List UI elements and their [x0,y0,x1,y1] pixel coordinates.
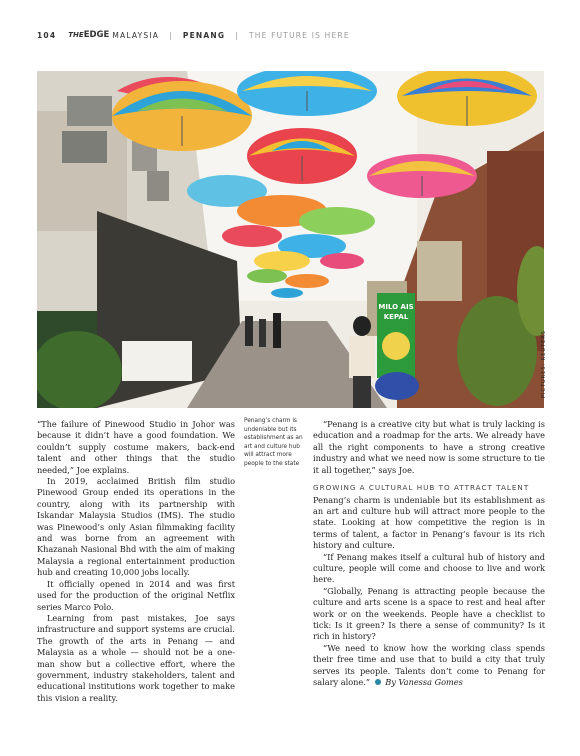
logo-edge: EDGE [83,30,110,40]
paragraph: Penang’s charm is undeniable but its establishment as an art and culture hub will attract more people to the state. Looking at how competitive the region is in terms of talent, a factor in Penang’s favour is its rich history and culture. [313,494,545,551]
logo-country: MALAYSIA [112,30,160,40]
paragraph: “The failure of Pinewood Studio in Johor was because it didn’t have a good foundation. We couldn’t supply costume makers, back-end talent and other things that the studio needed,” Joe explains. [37,419,235,475]
closing-quote: “We need to know how the working class spends their free time and use that to build a city that truly serves its people. Talents don’t come to Penang for salary alone.” [313,642,545,688]
section-tagline: THE FUTURE IS HERE [248,30,350,40]
umbrella-street-photo [37,71,544,408]
end-mark-icon [375,679,381,685]
byline: By Vanessa Gomes [385,677,463,688]
paragraph [313,643,545,689]
article-column-2 [313,419,545,688]
photo-credit: PICTURES: REUTERS [541,330,547,398]
paragraph: “Globally, Penang is attracting people because the culture and arts scene is a space to rest and heal after work or on the weekends. People have a checklist to tick: Is it green? Is there a sense of community? Is it rich in history? [313,585,545,642]
section-name: PENANG [182,30,226,40]
paragraph: Learning from past mistakes, Joe says infrastructure and support systems are crucial. The growth of the arts in Penang — and Malaysia as a whole — should not be a one-man show but a collective effort, where the government, industry stakeholders, talent and educational institutions work together to make this vision a reality. [37,612,235,703]
page-header [37,29,350,41]
section-subhead: GROWING A CULTURAL HUB TO ATTRACT TALENT [313,483,530,493]
header-separator: | [235,30,239,40]
paragraph: In 2019, acclaimed British film studio Pinewood Group ended its operations in the country, along with its partnership with Iskandar Malaysia Studios (IMS). The studio was Pinewood’s only Asian filmmaking facility and was borne from an agreement with Khazanah Nasional Bhd with the aim of making Malaysia a regional entertainment production hub and creating 10,000 jobs locally. [37,476,235,578]
paragraph: “Penang is a creative city but what is truly lacking is education and a roadmap for the arts. We already have all the right components to have a strong creative industry and what we need now is some structure to tie it all together,” says Joe. [313,419,545,475]
sign-line-1: MILO AIS [378,303,414,311]
paragraph: “If Penang makes itself a cultural hub of history and culture, people will come and choose to live and work here. [313,551,545,585]
pull-quote: Penang’s charm is undeniable but its establishment as an art and culture hub will attract more people to the state [244,418,303,467]
sign-line-2: KEPAL [383,313,409,321]
header-separator: | [169,30,173,40]
paragraph: It officially opened in 2014 and was first used for the production of the original Netflix series Marco Polo. [37,578,235,612]
article-column-1 [37,419,235,704]
logo-the: THE [68,31,84,39]
page-number: 104 [37,30,57,40]
